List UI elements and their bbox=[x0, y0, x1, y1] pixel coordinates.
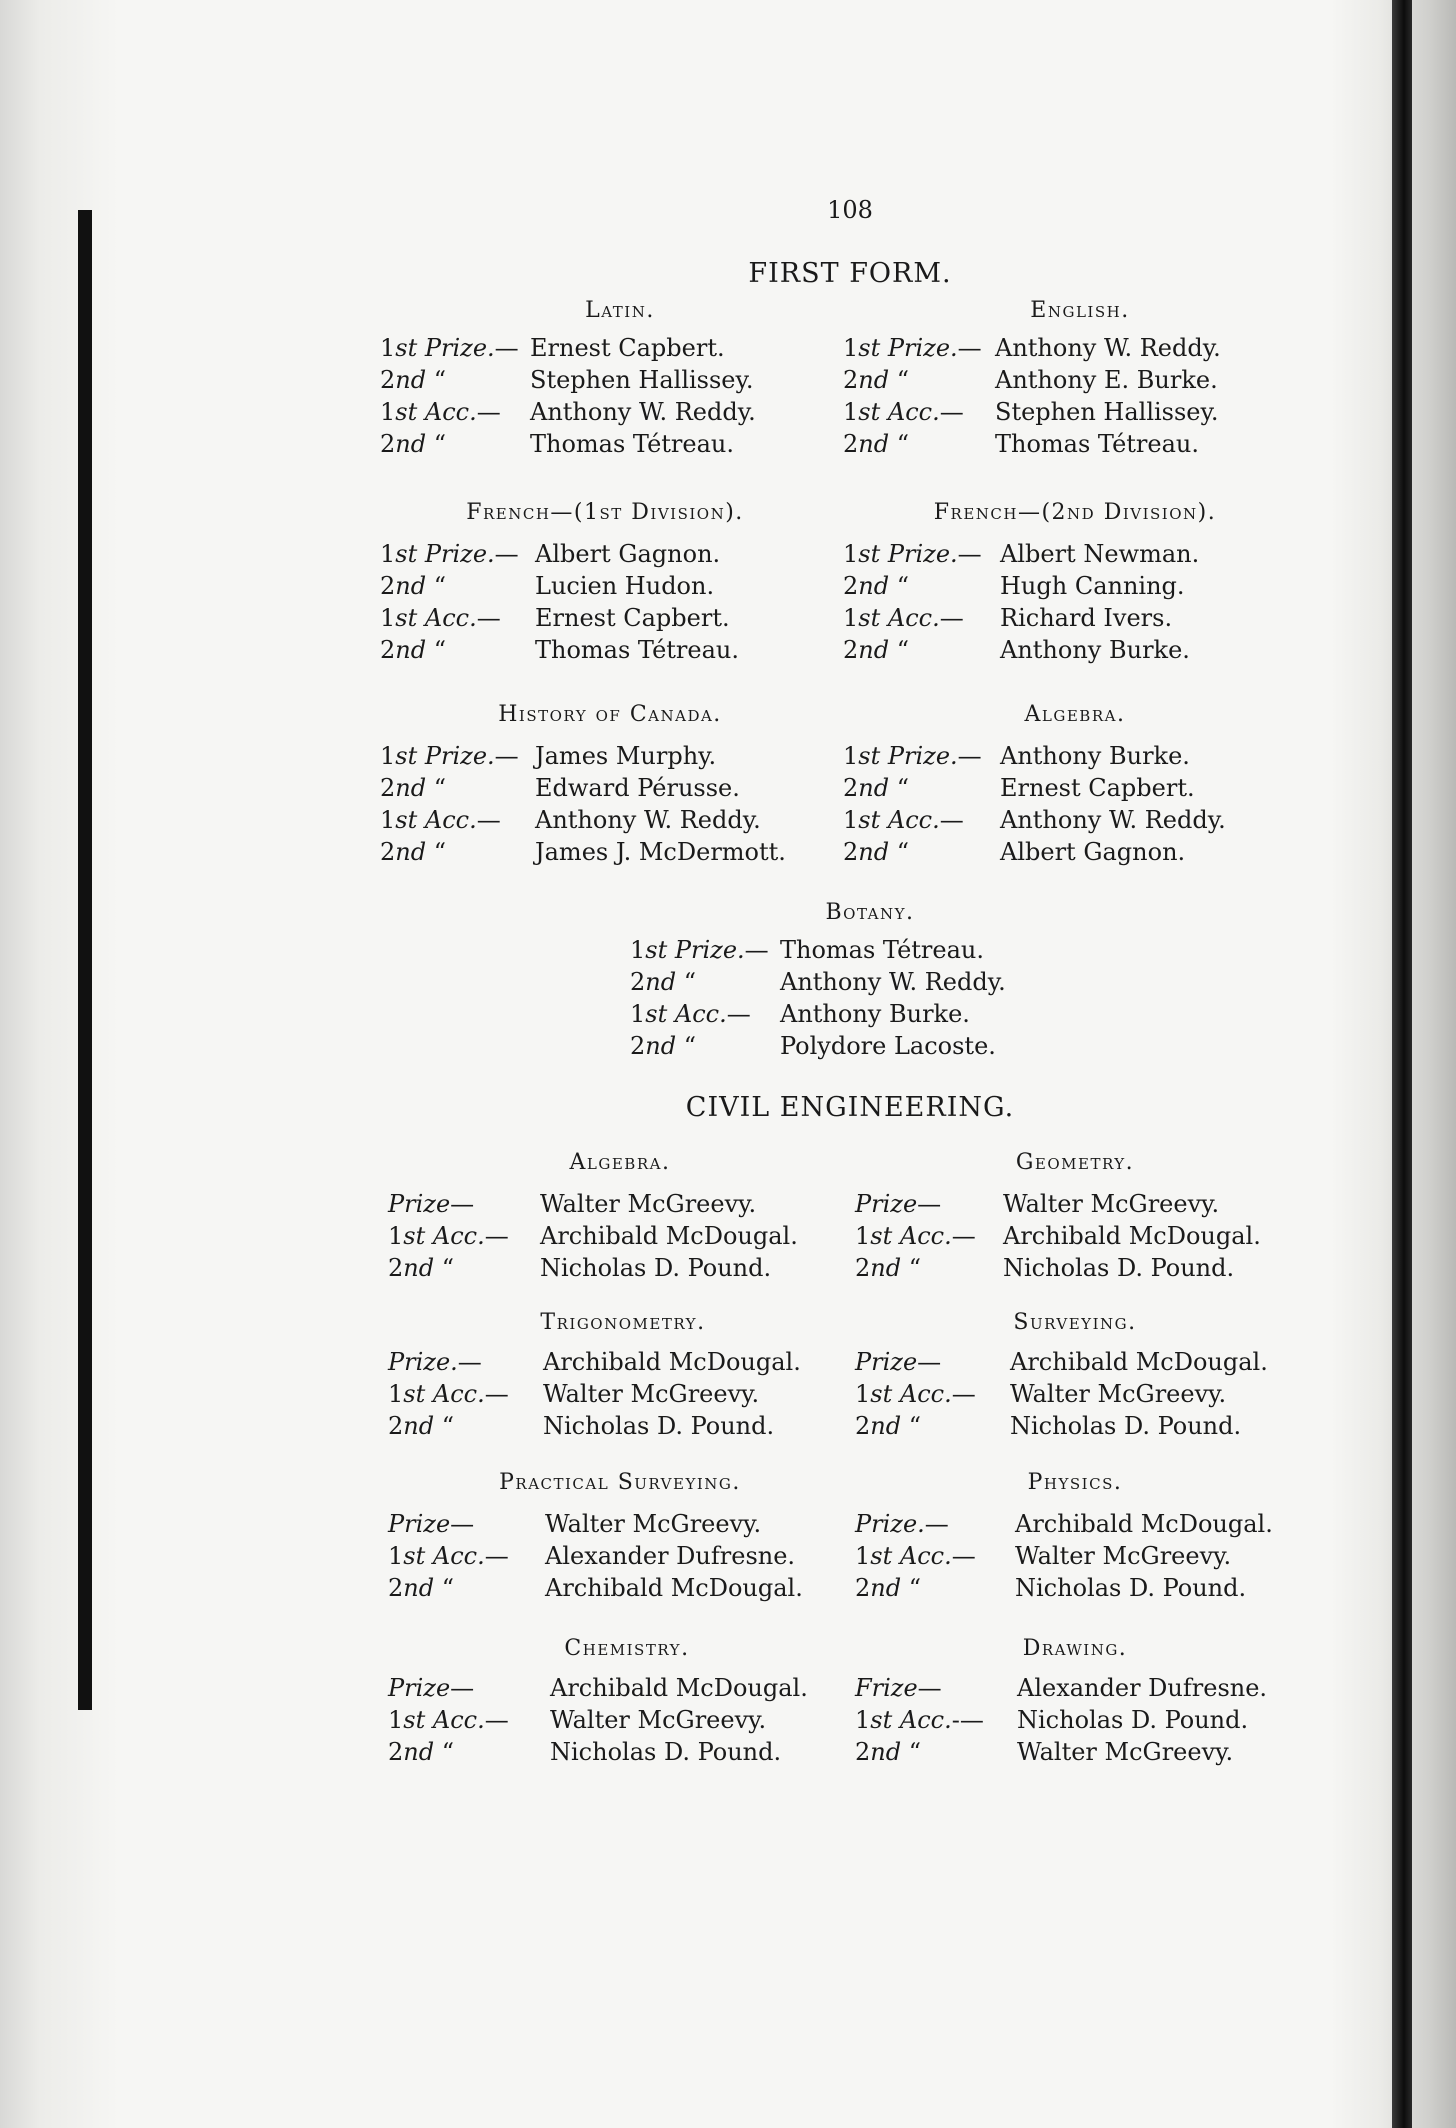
award-label: 1st Acc.— bbox=[843, 398, 964, 426]
subject-heading-botany: Botany. bbox=[825, 900, 915, 925]
prize-entry bbox=[380, 430, 850, 462]
page-binding-shadow-left bbox=[78, 210, 92, 1710]
subject-heading-history-of-canada: History of Canada. bbox=[498, 702, 722, 727]
subject-heading-physics: Physics. bbox=[1027, 1470, 1123, 1495]
award-label: Prize.— bbox=[388, 1348, 482, 1376]
prize-entry bbox=[380, 366, 850, 398]
prize-entry bbox=[630, 968, 1100, 1000]
prize-entry bbox=[380, 540, 855, 572]
prize-entry bbox=[380, 838, 855, 870]
award-label: 1st Acc.— bbox=[380, 604, 501, 632]
student-name: Thomas Tétreau. bbox=[530, 430, 734, 458]
student-name: Albert Newman. bbox=[1000, 540, 1200, 568]
award-label: 2nd “ bbox=[855, 1738, 922, 1766]
student-name: Nicholas D. Pound. bbox=[1003, 1254, 1235, 1282]
prize-entry bbox=[388, 1674, 870, 1706]
award-label: 2nd “ bbox=[843, 366, 910, 394]
subject-heading-geometry: Geometry. bbox=[1015, 1150, 1135, 1175]
award-label: 1st Prize.— bbox=[843, 540, 982, 568]
page-number: 108 bbox=[827, 196, 873, 224]
award-label: 1st Acc.— bbox=[380, 806, 501, 834]
student-name: Anthony W. Reddy. bbox=[530, 398, 756, 426]
student-name: Walter McGreevy. bbox=[540, 1190, 757, 1218]
prize-entry bbox=[388, 1254, 860, 1286]
award-label: 2nd “ bbox=[630, 968, 697, 996]
award-label: Prize— bbox=[388, 1510, 475, 1538]
student-name: Walter McGreevy. bbox=[550, 1706, 767, 1734]
prize-entry bbox=[380, 572, 855, 604]
page-binding-shadow-right bbox=[1392, 0, 1412, 2128]
prize-entry bbox=[388, 1222, 860, 1254]
prize-entry bbox=[843, 572, 1320, 604]
prize-entry bbox=[855, 1706, 1337, 1738]
prize-entry bbox=[843, 604, 1320, 636]
student-name: Archibald McDougal. bbox=[545, 1574, 803, 1602]
prize-entry bbox=[630, 936, 1100, 968]
award-label: 2nd “ bbox=[380, 366, 447, 394]
award-label: 1st Acc.— bbox=[388, 1706, 509, 1734]
prize-entry bbox=[855, 1574, 1335, 1606]
student-name: Alexander Dufresne. bbox=[545, 1542, 796, 1570]
subject-heading-trigonometry: Trigonometry. bbox=[540, 1310, 706, 1335]
prize-entry bbox=[388, 1706, 870, 1738]
prize-entry bbox=[380, 398, 850, 430]
student-name: Edward Pérusse. bbox=[535, 774, 740, 802]
prize-entry bbox=[855, 1190, 1323, 1222]
student-name: Anthony Burke. bbox=[1000, 636, 1190, 664]
prize-entry bbox=[630, 1000, 1100, 1032]
award-label: Prize— bbox=[388, 1674, 475, 1702]
prize-entry bbox=[855, 1348, 1330, 1380]
award-label: 2nd “ bbox=[380, 572, 447, 600]
prize-entry bbox=[843, 540, 1320, 572]
award-label: 2nd “ bbox=[630, 1032, 697, 1060]
award-label: 2nd “ bbox=[843, 838, 910, 866]
subject-heading-algebra: Algebra. bbox=[1024, 702, 1126, 727]
award-label: 1st Acc.— bbox=[388, 1222, 509, 1250]
student-name: Anthony Burke. bbox=[780, 1000, 970, 1028]
student-name: Polydore Lacoste. bbox=[780, 1032, 996, 1060]
award-label: 1st Prize.— bbox=[843, 334, 982, 362]
student-name: Walter McGreevy. bbox=[1015, 1542, 1232, 1570]
student-name: Ernest Capbert. bbox=[1000, 774, 1195, 802]
student-name: Anthony W. Reddy. bbox=[1000, 806, 1226, 834]
award-label: 2nd “ bbox=[388, 1574, 455, 1602]
prize-entry bbox=[843, 838, 1320, 870]
student-name: Anthony W. Reddy. bbox=[535, 806, 761, 834]
student-name: Anthony W. Reddy. bbox=[780, 968, 1006, 996]
student-name: Archibald McDougal. bbox=[1003, 1222, 1261, 1250]
award-label: 2nd “ bbox=[843, 636, 910, 664]
student-name: Richard Ivers. bbox=[1000, 604, 1173, 632]
student-name: Ernest Capbert. bbox=[530, 334, 725, 362]
award-label: Prize— bbox=[855, 1190, 942, 1218]
prize-entry bbox=[843, 636, 1320, 668]
award-label: 2nd “ bbox=[388, 1738, 455, 1766]
student-name: Archibald McDougal. bbox=[1010, 1348, 1268, 1376]
prize-entry bbox=[388, 1380, 863, 1412]
award-label: Prize— bbox=[388, 1190, 475, 1218]
subject-heading-practical-surveying: Practical Surveying. bbox=[499, 1470, 741, 1495]
prize-entry bbox=[380, 604, 855, 636]
student-name: Nicholas D. Pound. bbox=[1017, 1706, 1249, 1734]
award-label: 1st Prize.— bbox=[380, 742, 519, 770]
prize-entry bbox=[843, 742, 1320, 774]
prize-entry bbox=[388, 1348, 863, 1380]
subject-heading-chemistry: Chemistry. bbox=[564, 1636, 690, 1661]
student-name: Stephen Hallissey. bbox=[995, 398, 1219, 426]
award-label: 2nd “ bbox=[380, 430, 447, 458]
prize-entry bbox=[855, 1412, 1330, 1444]
student-name: Stephen Hallissey. bbox=[530, 366, 754, 394]
student-name: Ernest Capbert. bbox=[535, 604, 730, 632]
student-name: Thomas Tétreau. bbox=[780, 936, 984, 964]
subject-heading-english: English. bbox=[1030, 298, 1130, 323]
subject-heading-latin: Latin. bbox=[585, 298, 655, 323]
award-label: 1st Acc.— bbox=[388, 1380, 509, 1408]
award-label: 1st Acc.-— bbox=[855, 1706, 984, 1734]
prize-entry bbox=[843, 366, 1315, 398]
student-name: Walter McGreevy. bbox=[543, 1380, 760, 1408]
prize-entry bbox=[388, 1510, 865, 1542]
prize-entry bbox=[843, 806, 1320, 838]
subject-heading-algebra: Algebra. bbox=[569, 1150, 671, 1175]
prize-entry bbox=[855, 1380, 1330, 1412]
prize-entry bbox=[855, 1254, 1323, 1286]
subject-heading-french-1st-division: French—(1st Division). bbox=[466, 500, 744, 525]
award-label: 2nd “ bbox=[843, 572, 910, 600]
prize-entry bbox=[388, 1738, 870, 1770]
award-label: 1st Acc.— bbox=[388, 1542, 509, 1570]
award-label: 2nd “ bbox=[855, 1412, 922, 1440]
award-label: 1st Acc.— bbox=[843, 604, 964, 632]
subject-heading-surveying: Surveying. bbox=[1013, 1310, 1137, 1335]
prize-entry bbox=[843, 774, 1320, 806]
prize-entry bbox=[855, 1542, 1335, 1574]
award-label: 1st Prize.— bbox=[380, 540, 519, 568]
award-label: 2nd “ bbox=[843, 430, 910, 458]
prize-entry bbox=[380, 636, 855, 668]
student-name: Nicholas D. Pound. bbox=[540, 1254, 772, 1282]
student-name: James J. McDermott. bbox=[535, 838, 786, 866]
prize-entry bbox=[380, 334, 850, 366]
prize-entry bbox=[388, 1190, 860, 1222]
subject-heading-french-2nd-division: French—(2nd Division). bbox=[933, 500, 1217, 525]
award-label: 1st Acc.— bbox=[843, 806, 964, 834]
prize-entry bbox=[855, 1674, 1337, 1706]
section-title-first-form: FIRST FORM. bbox=[748, 258, 952, 289]
student-name: Albert Gagnon. bbox=[535, 540, 721, 568]
award-label: 2nd “ bbox=[388, 1254, 455, 1282]
student-name: Anthony E. Burke. bbox=[995, 366, 1218, 394]
student-name: Alexander Dufresne. bbox=[1017, 1674, 1268, 1702]
student-name: Archibald McDougal. bbox=[543, 1348, 801, 1376]
prize-entry bbox=[843, 398, 1315, 430]
student-name: Walter McGreevy. bbox=[1003, 1190, 1220, 1218]
award-label: 1st Acc.— bbox=[630, 1000, 751, 1028]
award-label: 1st Prize.— bbox=[380, 334, 519, 362]
prize-entry bbox=[630, 1032, 1100, 1064]
award-label: Frize— bbox=[855, 1674, 942, 1702]
award-label: 2nd “ bbox=[843, 774, 910, 802]
award-label: 1st Prize.— bbox=[843, 742, 982, 770]
subject-heading-drawing: Drawing. bbox=[1022, 1636, 1128, 1661]
student-name: James Murphy. bbox=[535, 742, 717, 770]
award-label: 2nd “ bbox=[388, 1412, 455, 1440]
student-name: Archibald McDougal. bbox=[540, 1222, 798, 1250]
prize-entry bbox=[388, 1574, 865, 1606]
student-name: Anthony W. Reddy. bbox=[995, 334, 1221, 362]
student-name: Walter McGreevy. bbox=[545, 1510, 762, 1538]
award-label: 2nd “ bbox=[855, 1254, 922, 1282]
student-name: Nicholas D. Pound. bbox=[550, 1738, 782, 1766]
award-label: 2nd “ bbox=[380, 774, 447, 802]
section-title-civil-engineering: CIVIL ENGINEERING. bbox=[685, 1092, 1015, 1123]
prize-entry bbox=[855, 1510, 1335, 1542]
student-name: Nicholas D. Pound. bbox=[1015, 1574, 1247, 1602]
award-label: 1st Prize.— bbox=[630, 936, 769, 964]
student-name: Archibald McDougal. bbox=[1015, 1510, 1273, 1538]
student-name: Walter McGreevy. bbox=[1010, 1380, 1227, 1408]
award-label: 1st Acc.— bbox=[855, 1380, 976, 1408]
student-name: Walter McGreevy. bbox=[1017, 1738, 1234, 1766]
prize-entry bbox=[380, 774, 855, 806]
student-name: Nicholas D. Pound. bbox=[543, 1412, 775, 1440]
student-name: Nicholas D. Pound. bbox=[1010, 1412, 1242, 1440]
student-name: Thomas Tétreau. bbox=[535, 636, 739, 664]
student-name: Archibald McDougal. bbox=[550, 1674, 808, 1702]
award-label: Prize.— bbox=[855, 1510, 949, 1538]
prize-entry bbox=[855, 1222, 1323, 1254]
award-label: 2nd “ bbox=[380, 636, 447, 664]
prize-entry bbox=[843, 334, 1315, 366]
student-name: Anthony Burke. bbox=[1000, 742, 1190, 770]
prize-entry bbox=[380, 806, 855, 838]
student-name: Albert Gagnon. bbox=[1000, 838, 1186, 866]
award-label: 1st Acc.— bbox=[380, 398, 501, 426]
prize-entry bbox=[855, 1738, 1337, 1770]
award-label: Prize— bbox=[855, 1348, 942, 1376]
student-name: Hugh Canning. bbox=[1000, 572, 1185, 600]
prize-entry bbox=[388, 1542, 865, 1574]
award-label: 1st Acc.— bbox=[855, 1222, 976, 1250]
student-name: Lucien Hudon. bbox=[535, 572, 715, 600]
award-label: 2nd “ bbox=[380, 838, 447, 866]
award-label: 1st Acc.— bbox=[855, 1542, 976, 1570]
award-label: 2nd “ bbox=[855, 1574, 922, 1602]
prize-entry bbox=[380, 742, 855, 774]
prize-entry bbox=[388, 1412, 863, 1444]
prize-entry bbox=[843, 430, 1315, 462]
student-name: Thomas Tétreau. bbox=[995, 430, 1199, 458]
